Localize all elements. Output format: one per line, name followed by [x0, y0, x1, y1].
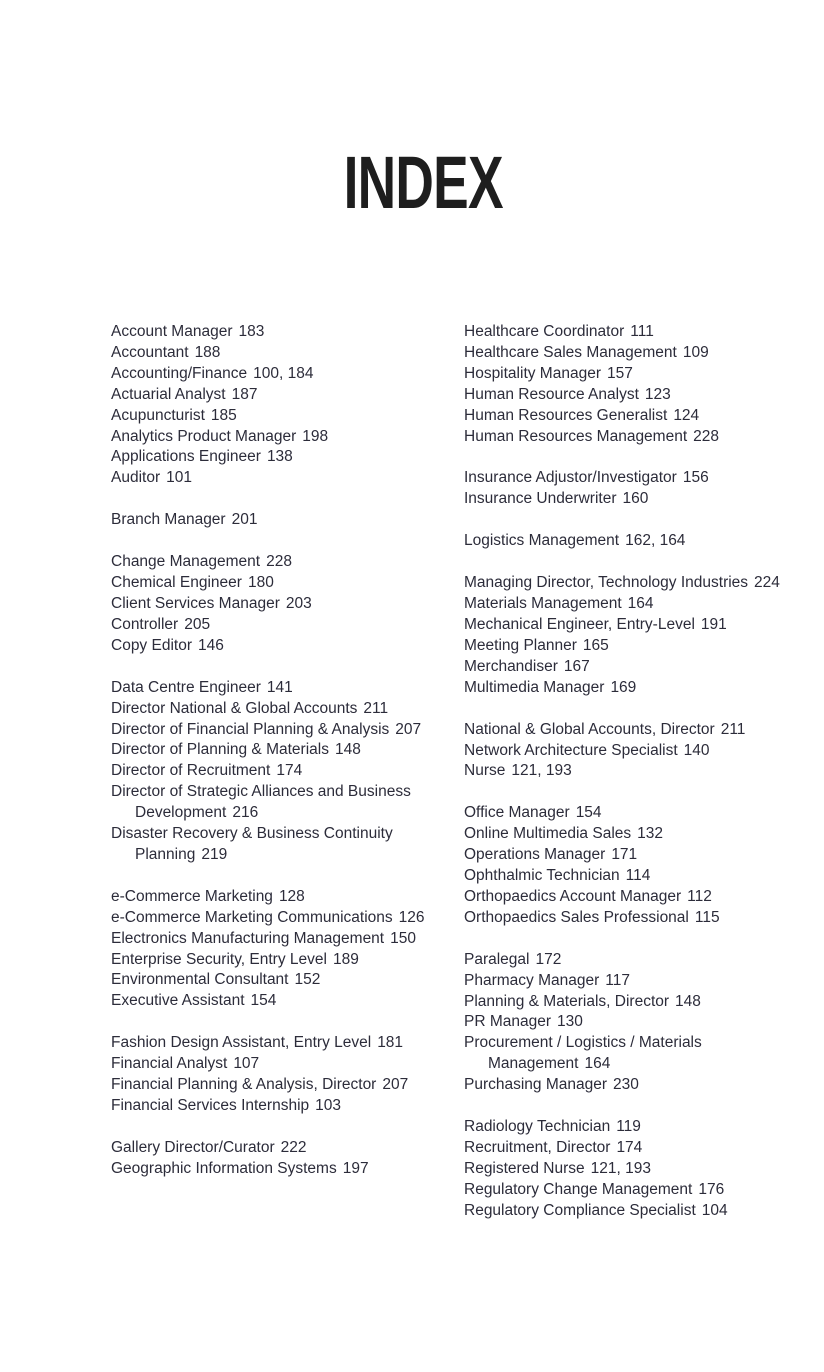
index-term: Meeting Planner [464, 636, 577, 654]
index-entry [464, 741, 809, 762]
index-term: PR Manager [464, 1013, 552, 1031]
index-column-right [464, 322, 809, 1243]
index-letter-group [464, 720, 809, 783]
index-entry [464, 1180, 809, 1201]
index-entry [464, 1033, 809, 1075]
index-entry [464, 427, 809, 448]
index-entry [111, 950, 456, 971]
index-entry [464, 468, 809, 489]
index-term: Account Manager [111, 323, 233, 340]
index-page-numbers: 121, 193 [511, 762, 572, 780]
index-entry [111, 615, 456, 636]
index-page-numbers: 130 [557, 1013, 583, 1031]
index-page-numbers: 172 [535, 950, 562, 968]
index-term: Disaster Recovery & Business Continuity Planning [111, 825, 393, 863]
index-page-numbers: 119 [616, 1118, 641, 1136]
index-entry [464, 866, 809, 887]
index-page-numbers: 114 [625, 867, 651, 885]
index-entry [464, 1117, 809, 1138]
index-page-numbers: 121, 193 [590, 1159, 651, 1177]
index-entry [464, 385, 809, 406]
index-entry [111, 1054, 456, 1075]
index-term: Actuarial Analyst [111, 385, 226, 403]
index-entry [111, 468, 456, 489]
index-page-numbers: 198 [302, 427, 329, 445]
index-page-numbers: 185 [210, 406, 237, 424]
index-entry [111, 991, 456, 1012]
index-entry [464, 1012, 809, 1033]
index-entry [111, 385, 456, 406]
index-entry [111, 678, 456, 699]
index-term: Applications Engineer [111, 448, 261, 466]
index-entry [111, 1096, 456, 1117]
index-entry [464, 364, 809, 385]
index-letter-group [111, 1138, 456, 1180]
index-letter-group [111, 678, 456, 866]
index-entry [111, 824, 456, 866]
index-page-numbers: 224 [754, 574, 780, 592]
index-page-numbers: 180 [247, 574, 274, 592]
index-entry [111, 594, 456, 615]
index-entry [111, 908, 456, 929]
index-term: Paralegal [464, 950, 530, 968]
index-page-numbers: 164 [627, 595, 654, 613]
index-letter-group [111, 1033, 456, 1117]
index-entry [464, 803, 809, 824]
index-page-numbers: 111 [630, 323, 654, 340]
index-term: Electronics Manufacturing Management [111, 929, 385, 947]
index-term: Healthcare Coordinator [464, 323, 625, 340]
index-entry [464, 1201, 809, 1222]
index-page-numbers: 197 [342, 1159, 369, 1177]
index-term: Executive Assistant [111, 992, 245, 1010]
index-page-numbers: 183 [238, 323, 265, 340]
index-page-numbers: 157 [606, 364, 633, 382]
index-term: Geographic Information Systems [111, 1159, 337, 1177]
index-page-numbers: 103 [315, 1097, 342, 1114]
index-entry [464, 406, 809, 427]
index-term: Merchandiser [464, 657, 558, 675]
index-page-numbers: 148 [675, 992, 701, 1010]
index-entry [111, 699, 456, 720]
index-term: Insurance Adjustor/Investigator [464, 469, 677, 487]
index-entry [464, 594, 809, 615]
index-letter-group [111, 322, 456, 489]
index-page-numbers: 156 [682, 469, 709, 487]
index-term: Director of Strategic Alliances and Business Development [111, 783, 411, 822]
index-entry [464, 992, 809, 1013]
index-page-numbers: 207 [395, 720, 422, 738]
index-term: Office Manager [464, 804, 570, 822]
index-term: Auditor [111, 469, 161, 487]
index-entry [464, 489, 809, 510]
index-term: Materials Management [464, 595, 622, 613]
index-page-numbers: 191 [700, 615, 727, 633]
index-term: Copy Editor [111, 636, 192, 654]
index-term: Human Resources Management [464, 427, 688, 445]
index-term: Environmental Consultant [111, 971, 289, 989]
index-page-numbers: 123 [644, 385, 671, 403]
index-term: Regulatory Compliance Specialist [464, 1201, 696, 1219]
index-entry [464, 531, 809, 552]
index-page-numbers: 176 [698, 1180, 725, 1198]
index-term: Director National & Global Accounts [111, 699, 358, 717]
index-page-numbers: 160 [622, 490, 649, 508]
index-entry [464, 908, 809, 929]
index-page-numbers: 150 [390, 929, 416, 947]
index-entry [111, 720, 456, 741]
index-entry [464, 971, 809, 992]
index-letter-group [464, 322, 809, 447]
index-page-numbers: 100, 184 [253, 364, 314, 382]
index-entry [111, 552, 456, 573]
index-page-numbers: 203 [285, 594, 312, 612]
index-page-numbers: 216 [232, 804, 259, 822]
index-term: Ophthalmic Technician [464, 867, 620, 885]
index-term: Director of Recruitment [111, 762, 271, 780]
index-term: Financial Analyst [111, 1055, 228, 1073]
index-column-left [111, 322, 456, 1201]
index-term: Controller [111, 615, 179, 633]
index-entry [464, 824, 809, 845]
index-term: Nurse [464, 762, 506, 780]
index-term: Financial Planning & Analysis, Director [111, 1076, 377, 1094]
index-term: Healthcare Sales Management [464, 343, 677, 361]
index-entry [111, 1138, 456, 1159]
index-entry [111, 761, 456, 782]
index-entry [111, 970, 456, 991]
index-page-numbers: 162, 164 [625, 532, 686, 550]
index-entry [111, 322, 456, 343]
index-page-numbers: 207 [382, 1076, 409, 1094]
index-page-numbers: 117 [605, 971, 630, 989]
index-page-numbers: 115 [694, 908, 720, 926]
index-letter-group [464, 573, 809, 698]
index-letter-group [464, 531, 809, 552]
index-entry [111, 427, 456, 448]
index-term: Registered Nurse [464, 1159, 585, 1177]
index-entry [464, 845, 809, 866]
index-page-numbers: 109 [682, 343, 709, 361]
index-page-numbers: 211 [720, 720, 746, 738]
index-term: Network Architecture Specialist [464, 741, 678, 759]
index-page-numbers: 165 [582, 636, 609, 654]
index-entry [111, 636, 456, 657]
index-page-numbers: 152 [294, 971, 321, 989]
index-page-numbers: 171 [611, 846, 638, 864]
index-term: Logistics Management [464, 532, 620, 550]
index-term: Insurance Underwriter [464, 490, 617, 508]
index-term: Human Resource Analyst [464, 385, 639, 403]
index-page-numbers: 154 [575, 804, 602, 822]
index-entry [464, 1138, 809, 1159]
index-entry [464, 950, 809, 971]
index-letter-group [111, 510, 456, 531]
index-page-numbers: 146 [197, 636, 224, 654]
index-term: Hospitality Manager [464, 364, 601, 382]
index-entry [111, 1159, 456, 1180]
index-page-numbers: 230 [613, 1076, 639, 1094]
index-term: Client Services Manager [111, 594, 280, 612]
index-page-numbers: 112 [687, 887, 712, 905]
index-term: Operations Manager [464, 846, 606, 864]
index-page-numbers: 201 [231, 511, 258, 529]
index-entry [111, 782, 456, 824]
index-entry [464, 657, 809, 678]
index-page-numbers: 107 [233, 1055, 260, 1073]
index-entry [111, 740, 456, 761]
index-page-numbers: 188 [194, 343, 221, 361]
index-page-numbers: 138 [266, 448, 293, 466]
index-page-numbers: 167 [563, 657, 590, 675]
index-letter-group [464, 950, 809, 1096]
index-term: Orthopaedics Sales Professional [464, 908, 689, 926]
index-entry [464, 573, 809, 594]
index-term: Gallery Director/Curator [111, 1138, 275, 1156]
index-entry [464, 1159, 809, 1180]
index-term: Radiology Technician [464, 1118, 611, 1136]
index-entry [464, 887, 809, 908]
index-term: Director of Planning & Materials [111, 741, 329, 759]
index-entry [111, 929, 456, 950]
index-page-numbers: 148 [334, 741, 361, 759]
index-entry [111, 573, 456, 594]
index-page-numbers: 174 [276, 762, 303, 780]
index-entry [111, 887, 456, 908]
index-entry [111, 364, 456, 385]
index-letter-group [111, 887, 456, 1012]
index-term: Fashion Design Assistant, Entry Level [111, 1034, 372, 1052]
index-term: Regulatory Change Management [464, 1180, 693, 1198]
index-page-numbers: 187 [231, 385, 258, 403]
index-entry [464, 615, 809, 636]
index-entry [464, 720, 809, 741]
index-term: Acupuncturist [111, 406, 205, 424]
index-page-numbers: 104 [701, 1201, 728, 1219]
index-term: Accounting/Finance [111, 364, 248, 382]
index-page-numbers: 154 [250, 992, 277, 1010]
index-entry [464, 761, 809, 782]
index-page-numbers: 128 [278, 887, 305, 905]
index-page-numbers: 169 [610, 678, 637, 696]
index-page-numbers: 222 [280, 1138, 307, 1156]
index-page-numbers: 141 [266, 678, 293, 696]
index-page-numbers: 164 [584, 1055, 611, 1073]
index-entry [111, 510, 456, 531]
index-term: Recruitment, Director [464, 1139, 611, 1156]
index-term: Human Resources Generalist [464, 406, 668, 424]
index-page-numbers: 228 [693, 427, 720, 445]
index-term: Data Centre Engineer [111, 678, 261, 696]
index-term: Planning & Materials, Director [464, 992, 670, 1010]
index-page-numbers: 228 [266, 553, 292, 571]
index-term: Accountant [111, 343, 189, 361]
index-page-numbers: 205 [184, 615, 211, 633]
index-term: Change Management [111, 553, 261, 571]
page-title: INDEX [343, 141, 503, 224]
index-page-numbers: 140 [683, 741, 710, 759]
index-letter-group [111, 552, 456, 657]
index-term: Purchasing Manager [464, 1076, 608, 1094]
index-term: Multimedia Manager [464, 678, 605, 696]
index-page-numbers: 132 [637, 825, 664, 843]
index-term: Pharmacy Manager [464, 971, 600, 989]
index-entry [464, 1075, 809, 1096]
index-entry [464, 636, 809, 657]
index-term: Enterprise Security, Entry Level [111, 950, 327, 968]
index-term: Chemical Engineer [111, 574, 242, 592]
index-term: Director of Financial Planning & Analysis [111, 720, 390, 738]
index-letter-group [464, 803, 809, 928]
index-entry [111, 1033, 456, 1054]
index-entry [111, 1075, 456, 1096]
index-term: Online Multimedia Sales [464, 825, 632, 843]
index-page-numbers: 189 [332, 950, 359, 968]
index-term: Financial Services Internship [111, 1097, 310, 1114]
index-term: e-Commerce Marketing Communications [111, 908, 393, 926]
index-page-numbers: 181 [377, 1034, 404, 1052]
index-page-numbers: 174 [616, 1139, 643, 1156]
index-entry [111, 406, 456, 427]
index-entry [464, 322, 809, 343]
index-entry [111, 447, 456, 468]
index-term: Analytics Product Manager [111, 427, 297, 445]
index-letter-group [464, 468, 809, 510]
index-term: Managing Director, Technology Industries [464, 574, 749, 592]
index-term: e-Commerce Marketing [111, 887, 273, 905]
index-page-numbers: 126 [398, 908, 425, 926]
index-term: National & Global Accounts, Director [464, 720, 715, 738]
index-page-numbers: 124 [673, 406, 700, 424]
index-term: Mechanical Engineer, Entry-Level [464, 615, 695, 633]
index-letter-group [464, 1117, 809, 1222]
index-term: Branch Manager [111, 511, 226, 529]
index-term: Orthopaedics Account Manager [464, 887, 682, 905]
index-page-numbers: 219 [201, 845, 228, 863]
index-page-numbers: 101 [166, 469, 192, 487]
index-entry [464, 678, 809, 699]
index-page-numbers: 211 [363, 699, 389, 717]
index-entry [111, 343, 456, 364]
index-entry [464, 343, 809, 364]
index-term: Procurement / Logistics / Materials Management [464, 1034, 702, 1073]
